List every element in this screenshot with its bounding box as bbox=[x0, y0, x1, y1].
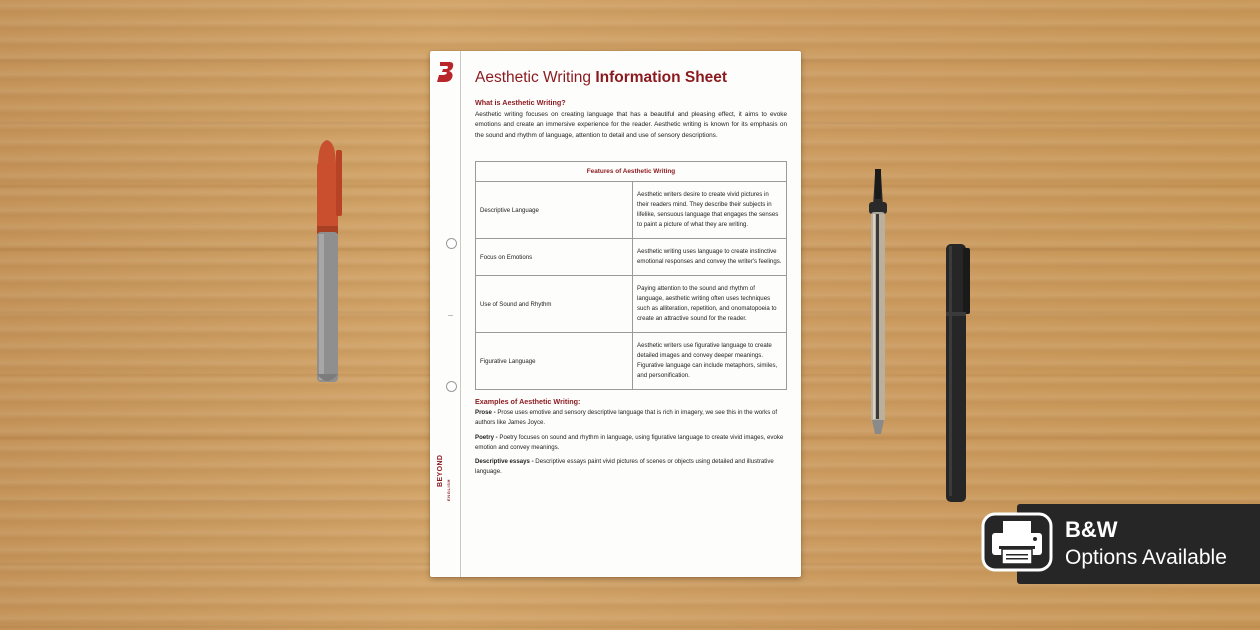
center-mark bbox=[448, 315, 453, 316]
brand-subtitle: ENGLISH bbox=[446, 479, 451, 501]
example-item bbox=[475, 457, 787, 477]
table-header: Features of Aesthetic Writing bbox=[476, 162, 787, 182]
table-row bbox=[476, 182, 787, 239]
table-row bbox=[476, 276, 787, 333]
features-table bbox=[475, 161, 787, 390]
intro-heading: What is Aesthetic Writing? bbox=[475, 98, 566, 107]
banner-title: B&W bbox=[1065, 517, 1118, 542]
example-term: Prose - bbox=[475, 409, 496, 416]
example-text: Poetry focuses on sound and rhythm in language, using figurative language to create vivid images, evoke emotion and convey meanings. bbox=[475, 434, 784, 451]
intro-paragraph: Aesthetic writing focuses on creating language that has a beautiful and pleasing effect, it aims to evoke emotions and create an immersive experience for the reader. Aesthetic writing is known for its emphasis on the sound and rhythm of language, attention to detail and use of sensory descriptions. bbox=[475, 111, 787, 139]
clear-ballpoint-pen bbox=[864, 166, 892, 438]
example-term: Descriptive essays - bbox=[475, 458, 534, 465]
page-title bbox=[475, 69, 727, 87]
feature-description: Aesthetic writers use figurative language to create detailed images and convey deeper meanings. Figurative language can include metaphors, similes, and personification. bbox=[633, 333, 787, 390]
beyond-logo-icon bbox=[437, 61, 455, 83]
printer-icon bbox=[981, 510, 1053, 574]
black-pen bbox=[942, 242, 974, 506]
table-row bbox=[476, 239, 787, 276]
feature-name: Figurative Language bbox=[476, 333, 633, 390]
example-item bbox=[475, 433, 787, 453]
red-marker bbox=[310, 138, 346, 388]
banner-subtitle: Options Available bbox=[1065, 546, 1227, 569]
information-sheet bbox=[430, 51, 801, 577]
feature-name: Use of Sound and Rhythm bbox=[476, 276, 633, 333]
feature-description: Aesthetic writing uses language to create instinctive emotional responses and convey the writer's feelings. bbox=[633, 239, 787, 276]
margin-line bbox=[460, 51, 461, 577]
examples-heading: Examples of Aesthetic Writing: bbox=[475, 397, 581, 406]
example-term: Poetry - bbox=[475, 434, 498, 441]
feature-description: Paying attention to the sound and rhythm of language, aesthetic writing often uses techniques such as alliteration, repetition, and onomatopoeia to create an attractive sound for the reader. bbox=[633, 276, 787, 333]
bw-options-banner bbox=[1017, 504, 1260, 584]
feature-name: Focus on Emotions bbox=[476, 239, 633, 276]
punch-hole-top bbox=[446, 238, 457, 249]
example-text: Prose uses emotive and sensory descriptive language that is rich in imagery, we see this in the works of authors like James Joyce. bbox=[475, 409, 778, 426]
feature-description: Aesthetic writers desire to create vivid pictures in their readers mind. They describe their subjects in lifelike, sensuous language that engages the senses to paint a picture of what they are writing. bbox=[633, 182, 787, 239]
example-text: Descriptive essays paint vivid pictures of scenes or objects using detailed and illustrative language. bbox=[475, 458, 774, 475]
table-row bbox=[476, 333, 787, 390]
brand-name: BEYOND bbox=[437, 454, 444, 487]
feature-name: Descriptive Language bbox=[476, 182, 633, 239]
punch-hole-bottom bbox=[446, 381, 457, 392]
example-item bbox=[475, 408, 787, 428]
title-regular: Aesthetic Writing bbox=[475, 69, 592, 86]
title-bold: Information Sheet bbox=[595, 69, 728, 86]
